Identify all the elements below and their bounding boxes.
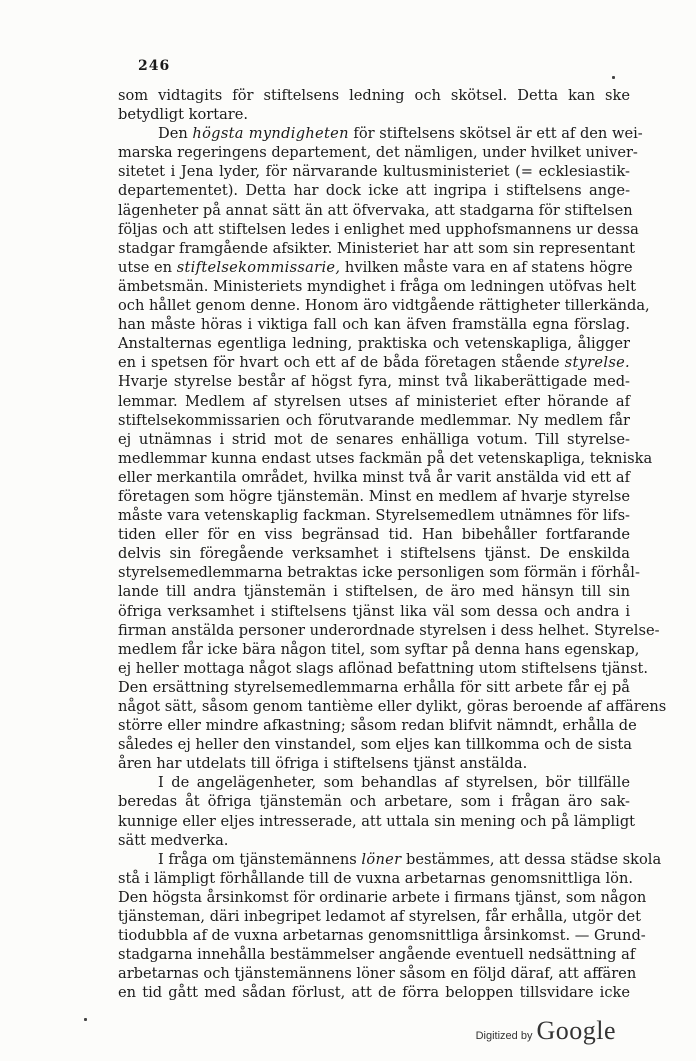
stray-mark-bottom (84, 1018, 87, 1021)
text-line (118, 468, 630, 487)
text-run: stadgarna innehålla bestämmelser angående eventuell nedsättning af (118, 946, 636, 964)
paragraph (118, 773, 636, 849)
text-run: som vidtagits för stiftelsens ledning och skötsel. Detta kan ske (118, 87, 630, 104)
text-run: arbetarnas och tjänstemännens löner såsom en följd däraf, att affären (118, 965, 637, 983)
paragraph (118, 850, 662, 1003)
text-line (118, 582, 630, 601)
page-number: 246 (138, 58, 171, 74)
text-line (118, 754, 630, 773)
text-run: delvis sin föregående verksamhet i stiftelsens tjänst. De enskilda (118, 545, 630, 563)
text-line (118, 296, 650, 315)
text-run: styrelsemedlemmarna betraktas icke personligen som förmän i förhål- (118, 564, 640, 582)
text-run: Den högsta årsinkomst för ordinarie arbete i firmans tjänst, som någon (118, 888, 647, 906)
text-line (118, 640, 640, 659)
text-run: I de angelägenheter, som behandlas af styrelsen, bör tillfälle (158, 774, 630, 792)
text-line (118, 315, 630, 334)
text-run: bestämmes, att dessa städse skola (401, 850, 662, 868)
text-line (118, 105, 630, 124)
text-run: Den (158, 125, 193, 143)
text-run: stå i lämpligt förhållande till de vuxna arbetarnas genomsnittliga lön. (118, 869, 633, 887)
text-run: han måste höras i viktiga fall och kan äfven framställa egna förslag. (118, 316, 630, 334)
text-run: sitetet i Jena lyder, för närvarande kultusministeriet (= ecklesiastik- (118, 163, 630, 181)
text-run: beredas åt öfriga tjänstemän och arbetare, som i frågan äro sak- (118, 793, 630, 811)
text-line (118, 831, 630, 850)
body-text (118, 86, 667, 1003)
text-run: något sätt, såsom genom tantième eller dylikt, göras beroende af affärens (118, 698, 667, 715)
google-watermark (476, 1016, 616, 1046)
text-line (118, 487, 630, 506)
watermark-prefix: Digitized by (475, 1030, 533, 1042)
text-line (118, 888, 647, 907)
text-run: eller merkantila området, hvilka minst två år varit anstälda vid ett af (118, 468, 630, 486)
paragraph (118, 86, 630, 124)
text-line (118, 258, 633, 277)
text-line (118, 678, 630, 697)
emphasized-term: styrelse. (564, 354, 630, 372)
text-run: kunnige eller eljes intresserade, att uttala sin mening och på lämpligt (118, 812, 636, 830)
text-line (118, 506, 630, 525)
text-line (118, 162, 630, 181)
text-run: ej utnämnas i strid mot de senares enhälliga votum. Till styrelse- (118, 430, 630, 448)
text-line (118, 277, 636, 296)
text-line (118, 659, 649, 678)
emphasized-term: stiftelsekommissarie, (176, 258, 341, 276)
text-line (118, 926, 646, 945)
emphasized-term: högsta myndigheten (192, 125, 349, 143)
text-line (118, 86, 630, 105)
text-run: Den ersättning styrelsemedlemmarna erhålla för sitt arbete får ej på (118, 678, 630, 696)
text-run: betydligt kortare. (118, 106, 249, 124)
text-run: öfriga verksamhet i stiftelsens tjänst lika väl som dessa och andra i (118, 602, 630, 620)
text-run: en i spetsen för hvart och ett af de båda företagen stående (118, 354, 565, 372)
text-run: större eller mindre afkastning; såsom redan blifvit nämndt, erhålla de (118, 717, 637, 735)
text-line (118, 372, 630, 391)
text-line (118, 792, 630, 811)
paragraph (118, 124, 667, 773)
text-run: Anstalternas egentliga ledning, praktiska och vetenskapliga, åligger (118, 335, 630, 353)
text-line (118, 525, 630, 544)
text-run: Hvarje styrelse består af högst fyra, minst två likaberättigade med- (118, 373, 630, 391)
text-run: åren har utdelats till öfriga i stiftelsens tjänst anstälda. (118, 755, 528, 773)
stray-mark-top (612, 76, 615, 79)
text-line (118, 124, 643, 143)
text-line (118, 392, 630, 411)
text-run: ej heller mottaga något slags aflönad befattning utom stiftelsens tjänst. (118, 659, 649, 677)
text-line (118, 602, 630, 621)
text-run: en tid gått med sådan förlust, att de förra beloppen tillsvidare icke (118, 984, 630, 1002)
text-line (118, 621, 660, 640)
text-run: stiftelsekommissarien och förutvarande medlemmar. Ny medlem får (118, 411, 630, 429)
text-run: medlem får icke bära någon titel, som syftar på denna hans egenskap, (118, 640, 640, 658)
text-line (118, 716, 637, 735)
text-run: företagen som högre tjänstemän. Minst en medlem af hvarje styrelse (118, 487, 630, 505)
text-line (118, 353, 630, 372)
text-line (118, 544, 630, 563)
text-line (118, 411, 630, 430)
text-run: följas och att stiftelsen ledes i enlighet med upphofsmannens ur dessa (118, 220, 639, 238)
text-run: utse en (118, 258, 177, 276)
text-run: sätt medverka. (118, 831, 229, 849)
text-line (118, 735, 630, 754)
emphasized-term: löner (361, 850, 402, 868)
text-line (118, 869, 633, 888)
text-run: och hållet genom denne. Honom äro vidtgående rättigheter tillerkända, (118, 297, 650, 315)
text-line (118, 334, 630, 353)
text-run: tiodubbla af de vuxna arbetarnas genomsnittliga årsinkomst. — Grund- (118, 927, 646, 945)
text-line (118, 697, 667, 716)
text-run: ämbetsmän. Ministeriets myndighet i fråga om ledningen utöfvas helt (118, 277, 636, 295)
text-line (118, 449, 653, 468)
text-line (118, 945, 636, 964)
text-run: marska regeringens departement, det nämligen, under hvilket univer- (118, 144, 638, 162)
text-line (118, 983, 630, 1002)
text-run: I fråga om tjänstemännens (158, 850, 362, 868)
text-line (118, 430, 630, 449)
text-line (118, 850, 662, 869)
text-run: medlemmar kunna endast utses fackmän på det vetenskapliga, tekniska (118, 449, 653, 467)
text-run: måste vara vetenskaplig fackman. Styrelsemedlem utnämnes för lifs- (118, 507, 630, 525)
text-line (118, 812, 636, 831)
text-run: för stiftelsens skötsel är ett af den wei- (348, 125, 643, 143)
text-run: tjänsteman, däri inbegripet ledamot af styrelsen, får erhålla, utgör det (118, 908, 642, 926)
text-line (118, 907, 642, 926)
text-line (118, 964, 637, 983)
text-line (118, 220, 639, 239)
text-line (118, 563, 640, 582)
text-line (118, 201, 633, 220)
text-line (118, 239, 636, 258)
text-line (118, 773, 630, 792)
text-line (118, 143, 638, 162)
text-line (118, 181, 630, 200)
text-run: stadgar framgående afsikter. Ministeriet har att som sin representant (118, 239, 636, 257)
text-run: tiden eller för en viss begränsad tid. Han bibehåller fortfarande (118, 526, 630, 544)
text-run: hvilken måste vara en af statens högre (340, 258, 633, 276)
text-run: lägenheter på annat sätt än att öfvervaka, att stadgarna för stiftelsen (118, 201, 633, 219)
text-run: lemmar. Medlem af styrelsen utses af ministeriet efter hörande af (118, 392, 630, 410)
text-run: departementet). Detta har dock icke att ingripa i stiftelsens ange- (118, 182, 630, 200)
text-run: lande till andra tjänstemän i stiftelsen, de äro med hänsyn till sin (118, 583, 630, 601)
text-run: firman anstälda personer underordnade styrelsen i dess helhet. Styrelse- (118, 621, 660, 639)
text-run: således ej heller den vinstandel, som eljes kan tillkomma och de sista (118, 736, 632, 754)
watermark-brand: Google (536, 1016, 616, 1045)
